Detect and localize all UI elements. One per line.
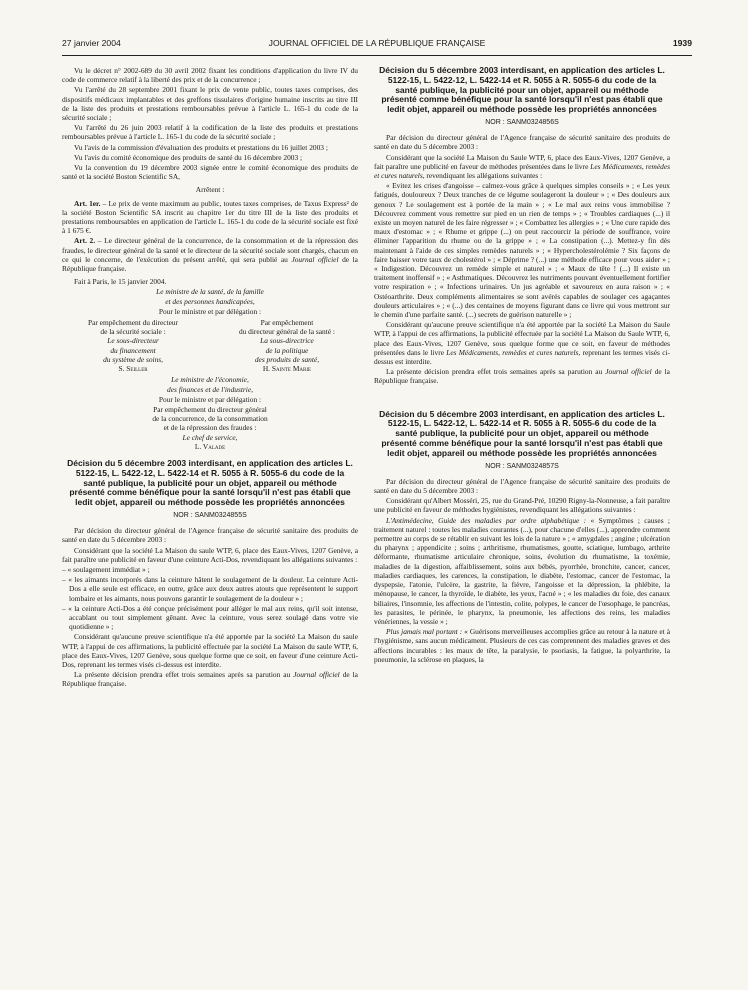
chef-name: L. Valade (194, 441, 226, 451)
right-p2-book: Les Médicaments, remèdes et cures naturels, (374, 161, 670, 180)
left-p4-end: de la République française. (62, 670, 358, 689)
right-decision1-p3: « Evitez les crises d'angoisse – calmez-vous grâce à quelques simples conseils » ; « Les yeux fatigués, douloureux ? Deux tranches de ce légume soulageront la douleur » ; « Des douleurs aux genoux ? Le soulagement est à portée de la main » ; « Le mal aux reins vous immobilise ? Découvrez comment vous remettre sur pied en un rien de temps » ; « Troubles cardiaques (...) il existe un moyen naturel de les faire régresser » ; « Combattez les allergies » ; « Une cure rapide des maux d'estomac » ; « Rhume et grippe (...) on peut raccourcir la période de souffrance, voire éliminer l'apparition du rhume ou de la grippe » ; « La constipation (...). Mettez-y fin dès maintenant à l'aide de ces simples remèdes naturels » ; « Hypercholestérolémie ? Six façons de faire baisser votre taux de cholestérol » ; « Déprime ? (...) une méthode efficace pour vous aider » ; « Indigestion. Découvrez un remède simple et naturel » ; « Maux de tête ! (...) Il existe un traitement inoffensif » ; « Asthmatiques. Découvrez les nutriments pouvant éventuellement fortifier votre respiration » ; « Infections urinaires. Un jus agréable et savoureux en aura raison » ; « Ostéoarthrite. Deux compléments alimentaires se sont avérés capables de soulager ces agaçantes douleurs articulaires » ; « (...) des centaines de moyens figurant dans ce livre qui vous mettront sur le chemin d'une parfaite santé. (...) secrets de guérison naturelle » ; (374, 181, 670, 320)
nor-right-1: NOR : SANM0324856S (485, 118, 559, 126)
right-q4-text: « Guérisons merveilleuses accomplies grâce au retour à la nature et à l'hygiénisme, sans aucun médicament. Plusieurs de ces cas comprennent des maladies graves et des affections incurables : les maux de tête, la paralysie, le psoriasis, la fatigue, la polyarthrite, la pneumonie, la sclérose en plaques, la (374, 627, 670, 664)
pour-ministre-2: Pour le ministre et par délégation : (158, 394, 262, 404)
right-p2-start: Considérant que la société La Maison du Saule WTP, 6, place des Eaux-Vives, 1207 Genève, a fait paraître une publicité en faveur de méthodes présentées dans le livre (374, 152, 670, 171)
right-decision1-p5 (374, 367, 670, 385)
left-decision-p1: Par décision du directeur général de l'Agence française de sécurité sanitaire des produits de santé en date du 5 décembre 2003 : (62, 526, 358, 545)
sig-right-6: H. Sainte Marie (262, 364, 312, 374)
chef-service: Le chef de service, (182, 432, 238, 442)
header-date: 27 janvier 2004 (62, 38, 121, 48)
right-decision1-p1: Par décision du directeur général de l'Agence française de sécurité sanitaire des produits de santé en date du 5 décembre 2003 : (374, 133, 670, 152)
dgccrf-line-2: de la concurrence, de la consommation (152, 414, 268, 424)
left-p4-start: La présente décision prendra effet trois semaines après sa parution au (74, 670, 291, 680)
left-bullet-1: – « soulagement immédiat » ; (62, 564, 150, 574)
sig-right-2: du directeur général de la santé : (238, 327, 335, 337)
header-title: JOURNAL OFFICIEL DE LA RÉPUBLIQUE FRANÇAISE (268, 38, 486, 48)
article-2-journal: Journal officiel (291, 254, 339, 264)
sig-right-5: des produits de santé, (254, 354, 320, 364)
header-page-number: 1939 (672, 38, 692, 48)
right-p4-book: Les Médicaments, remèdes et cures naturels, (446, 347, 581, 357)
decision-title-left: Décision du 5 décembre 2003 interdisant, en application des articles L. 5122-15, L. 5422-12, L. 5422-14 et R. 5055 à R. 5055-6 du code de la santé publique, la publicité pour un objet, appareil ou méthode présenté comme bénéfique pour la santé lorsqu'il n'est pas établi que ledit objet, appareil ou méthode possède les propriétés annoncées (67, 457, 353, 508)
right-decision2-p2: Considérant qu'Albert Mosséri, 25, rue du Grand-Pré, 10290 Rigny-la-Nonneuse, a fait paraître une publicité en faveur de méthodes hygiénistes, revendiquant les allégations suivantes : (374, 496, 670, 515)
article-2-label: Art. 2. (74, 236, 96, 246)
visa-2: Vu l'arrêté du 28 septembre 2001 fixant le prix de vente public, toutes taxes comprises, des dispositifs médicaux implantables et des greffons tissulaires d'origine humaine inscrits au titre III de la liste des produits et prestations remboursables prévue à l'article L. 165-1 du code de la sécurité sociale ; (62, 85, 358, 123)
minister-health-line-1: Le ministre de la santé, de la famille (156, 287, 264, 297)
sig-left-6: S. Seiller (118, 364, 148, 374)
right-decision1-p2 (374, 153, 670, 181)
decision-title-right-2: Décision du 5 décembre 2003 interdisant, en application des articles L. 5122-15, L. 5422-12, L. 5422-14 et R. 5055 à R. 5055-6 du code de la santé publique, la publicité pour un objet, appareil ou méthode présenté comme bénéfique pour la santé lorsqu'il n'est pas établi que ledit objet, appareil ou méthode possède les propriétés annoncées (379, 408, 665, 458)
pour-ministre: Pour le ministre et par délégation : (158, 306, 262, 316)
decision-title-right-1: Décision du 5 décembre 2003 interdisant, en application des articles L. 5122-15, L. 5422-12, L. 5422-14 et R. 5055 à R. 5055-6 du code de la santé publique, la publicité pour un objet, appareil ou méthode présenté comme bénéfique pour la santé lorsqu'il n'est pas établi que ledit objet, appareil ou méthode possède les propriétés annoncées (379, 66, 665, 115)
page-header (62, 38, 692, 52)
right-q4-lead: Plus jamais mal portant : (386, 627, 463, 637)
header-rule (62, 55, 692, 56)
right-p2-end: revendiquant les allégations suivantes : (426, 171, 543, 180)
minister-economy-line-2: des finances et de l'industrie, (167, 384, 253, 394)
right-p5-journal: Journal officiel (605, 367, 652, 377)
nor-left: NOR : SANM0324855S (173, 511, 247, 519)
visa-4: Vu l'avis de la commission d'évaluation des produits et prestations du 16 juillet 2003 ; (74, 142, 328, 152)
signature-right (216, 318, 358, 373)
left-decision-p4 (62, 670, 358, 688)
sig-left-1: Par empêchement du directeur (87, 318, 179, 328)
left-bullet-2: – « les aimants incorporés dans la ceinture hâtent le soulagement de la douleur. La ceinture Acti-Dos a elle seule est efficace, en outre, grâce aux deux autres atouts que représentent le support lombaire et les aimants, nous pouvons garantir le soulagement de la douleur » ; (62, 575, 358, 603)
nor-right-2: NOR : SANM0324857S (485, 462, 559, 470)
visa-1: Vu le décret n° 2002-689 du 30 avril 2002 fixant les conditions d'application du livre IV du code de commerce relatif à la liberté des prix et de la concurrence ; (62, 66, 358, 85)
sig-left-3: Le sous-directeur (107, 336, 159, 346)
right-p5-start: La présente décision prendra effet trois semaines après sa parution au (386, 367, 603, 377)
left-p4-journal: Journal officiel (293, 670, 340, 680)
sig-right-4: de la politique (265, 345, 309, 355)
sig-right-1: Par empêchement (260, 318, 314, 328)
article-1-label: Art. 1er. (74, 198, 101, 208)
visa-5: Vu l'avis du comité économique des produits de santé du 16 décembre 2003 ; (74, 152, 303, 162)
dgccrf-line-3: et de la répression des fraudes : (163, 423, 257, 433)
right-decision2-p3 (374, 516, 670, 626)
right-q3-text: « Symptômes ; causes ; traitement naturel : toutes les maladies courantes (...), pour chacune d'elles (...), apprendre comment permettre au corps de se rétablir en suivant les lois de la nature » ; « amygdales ; angine ; ulcération du pharynx ; appendicite ; soins ; arthritisme, rhumatismes, goutte, sciatique, lumbago, arthrite déformante, rhumatisme articulaire chronique, soins, évolution du rhumatisme, la toxémie, maladies de la digestion, affaiblissement, soins aux bébés, pyorrhée, bronchite, cancer, cancer, maladies cardiaques, les carences, la constipation, le diabète, l'estomac, cancer de l'estomac, la dyspepsie, l'atonie, l'ulcère, la gastrite, la fièvre, l'angoisse et la dépression, la phlébite, la ménopause, le cancer, la thyroïde, le diabète, les yeux, l'acné » ; « les maladies du foie, des canaux biliaires, l'insomnie, les affections de l'intestin, colite, polypes, le cancer de l'œsophage, le pancréas, les parasites, le périnée, le pharynx, la pneumonie, les affections des reins, les maladies vénériennes, la vessie » ; (374, 515, 670, 626)
right-p4-end: reprenant les termes visés ci-dessus est interdite. (374, 347, 670, 367)
sig-right-3: La sous-directrice (260, 336, 314, 346)
visa-6: Vu la convention du 19 décembre 2003 signée entre le comité économique des produits de santé et la société Boston Scientific SA, (62, 163, 358, 182)
right-decision2-p1: Par décision du directeur général de l'Agence française de sécurité sanitaire des produits de santé en date du 5 décembre 2003 : (374, 476, 670, 496)
minister-economy (62, 375, 358, 393)
minister-economy-line-1: Le ministre de l'économie, (171, 375, 249, 385)
right-q3-lead: L'Antimédecine, Guide des maladies par ordre alphabétique : (386, 515, 587, 525)
left-decision-p2: Considérant que la société La Maison du saule WTP, 6, place des Eaux-Vives, 1207 Genève, a fait paraître une publicité en faveur d'une ceinture Acti-Dos, revendiquant les allégations suivantes : (62, 545, 358, 564)
right-p5-end: de la République française. (374, 367, 670, 386)
article-2-end: de la République française. (62, 254, 358, 274)
right-decision2-p4 (374, 627, 670, 664)
left-decision-p3: Considérant qu'aucune preuve scientifique n'a été apportée par la société La Maison du saule WTP, à l'appui de ces affirmations, la publicité effectuée par la société La Maison du saule WTP, 6, place des Eaux-Vives, 1207 Genève, sous quelque forme que ce soit, en faveur d'une ceinture Acti-Dos, reprenant les termes visés ci-dessus est interdite. (62, 632, 358, 669)
dgccrf-block (62, 405, 358, 451)
arretent-heading: Arrêtent : (195, 185, 225, 195)
minister-health-line-2: et des personnes handicapées, (165, 296, 255, 306)
left-bullet-3: – « la ceinture Acti-Dos a été conçue précisément pour alléger le mal aux reins, qu'il soit intense, accablant ou tout simplement gênant. Avec la ceinture, vous serez soulagé dans votre vie quotidienne » ; (62, 603, 358, 632)
article-1-text: – Le prix de vente maximum au public, toutes taxes comprises, de Taxus Express² de la société Boston Scientific SA inscrit au chapitre 1er du titre III de la liste des produits et prestations remboursables en application de l'article L. 165-1 du code de la sécurité sociale est fixé à 1 675 €. (62, 198, 358, 236)
sig-left-2: de la sécurité sociale : (100, 327, 166, 337)
right-decision1-p4 (374, 320, 670, 366)
fait-a-paris: Fait à Paris, le 15 janvier 2004. (74, 277, 167, 287)
dgccrf-line-1: Par empêchement du directeur général (153, 404, 267, 414)
sig-left-5: du système de soins, (103, 354, 163, 364)
article-2-text: – Le directeur général de la concurrence, de la consommation et de la répression des fraudes, le directeur général de la santé et le directeur de la sécurité sociale sont chargés, chacun en ce qui le concerne, de l'exécution du présent arrêté, qui sera publié au (62, 236, 358, 264)
left-column (62, 66, 358, 982)
right-p4-start: Considérant qu'aucune preuve scientifique n'a été apportée par la société La Maison du Saule WTP, à l'appui de ces affirmations, la publicité effectuée par la société La Maison du Saule WTP, 6, place des Eaux-Vives, 1207 Genève, sous quelque forme que ce soit, en faveur de méthodes présentées dans le livre (374, 320, 670, 357)
sig-left-4: du financement (110, 345, 156, 355)
signatures-health (62, 318, 358, 373)
article-2 (62, 236, 358, 273)
right-column (374, 66, 670, 982)
article-1 (62, 199, 358, 236)
signature-left (62, 318, 204, 373)
minister-health (62, 287, 358, 305)
visa-3: Vu l'arrêté du 26 juin 2003 relatif à la codification de la liste des produits et prestations remboursables prévue à l'article L. 165-1 du code de la sécurité sociale ; (62, 123, 358, 142)
